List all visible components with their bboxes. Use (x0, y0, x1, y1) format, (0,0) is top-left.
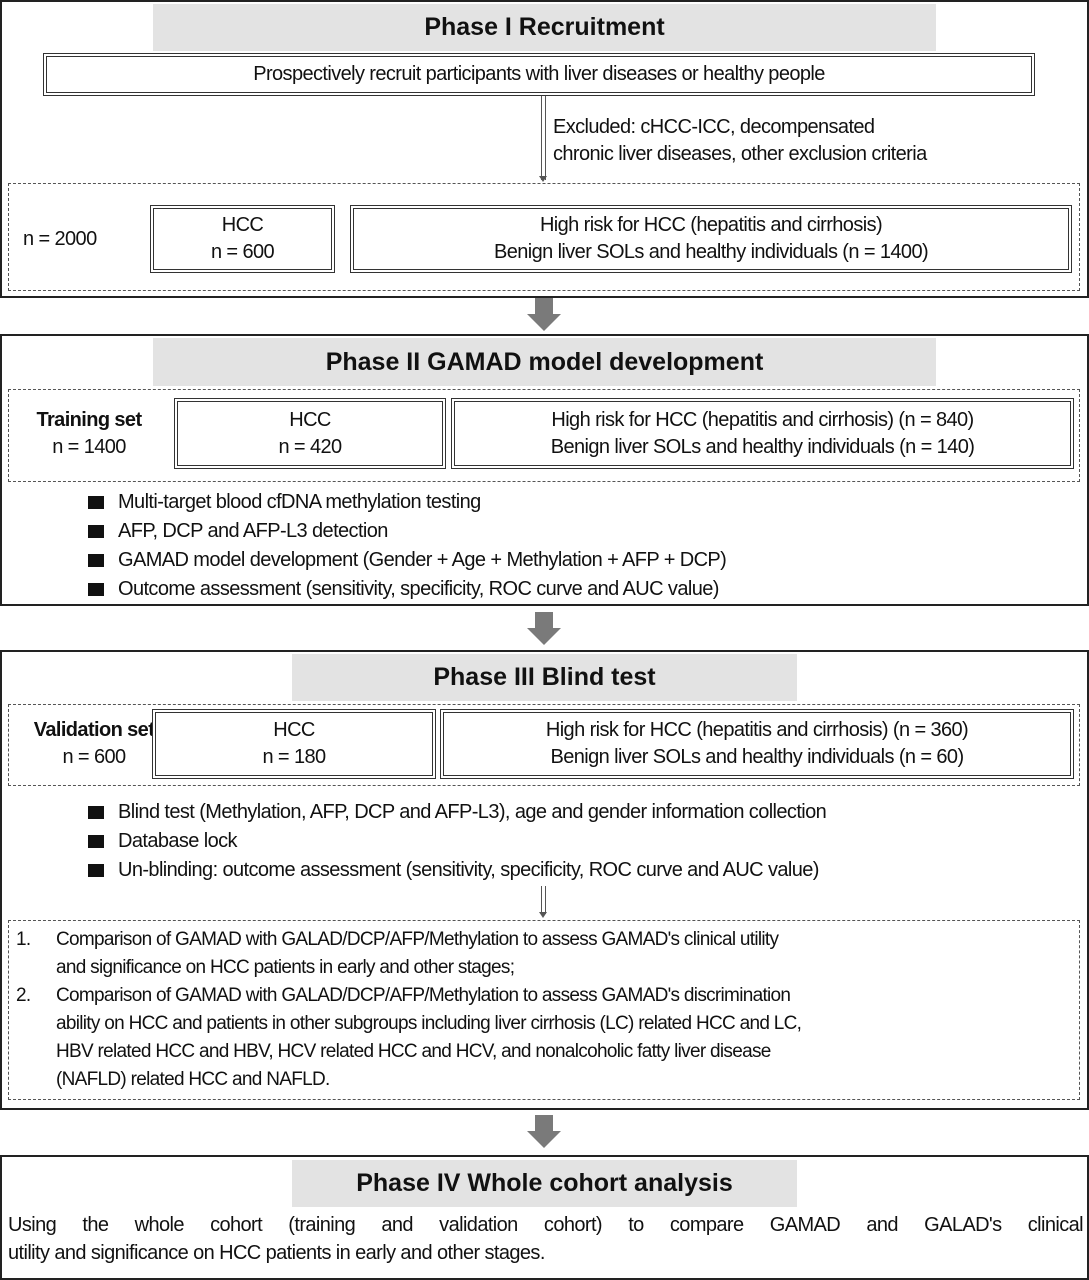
comparison-item-2 (16, 982, 1078, 1094)
phase3-hcc-label: HCC (273, 719, 315, 741)
square-bullet-icon (88, 554, 104, 567)
list-item: Outcome assessment (sensitivity, specificity, ROC curve and AUC value) (88, 575, 1048, 604)
arrow-down-icon (527, 628, 561, 645)
comparison-line: and significance on HCC patients in early and other stages; (56, 957, 515, 978)
exclusion-line-2: chronic liver diseases, other exclusion criteria (553, 143, 927, 165)
phase1-hcc-box (150, 205, 335, 273)
phase4-title: Phase IV Whole cohort analysis (292, 1160, 797, 1207)
validation-set-title: Validation set (33, 719, 155, 741)
list-item: Database lock (88, 827, 1078, 856)
recruit-text: Prospectively recruit participants with liver diseases or healthy people (253, 63, 825, 85)
phase1-risk-line-2: Benign liver SOLs and healthy individuals (n = 1400) (493, 241, 929, 263)
comparison-item-1 (16, 926, 1078, 982)
list-item: Un-blinding: outcome assessment (sensitivity, specificity, ROC curve and AUC value) (88, 856, 1078, 885)
arrow-down-icon (535, 298, 553, 314)
list-item: Multi-target blood cfDNA methylation testing (88, 488, 1048, 517)
comparison-arrowhead (539, 912, 547, 918)
arrow-down-icon (535, 1115, 553, 1131)
phase1-risk-line-1: High risk for HCC (hepatitis and cirrhosis) (539, 214, 883, 236)
phase1-hcc-label: HCC (221, 214, 264, 236)
square-bullet-icon (88, 806, 104, 819)
phase3-risk-box (440, 709, 1074, 779)
comparison-line: Comparison of GAMAD with GALAD/DCP/AFP/Methylation to assess GAMAD's clinical utility (56, 929, 779, 950)
comparison-connector (541, 886, 542, 914)
phase2-hcc-box (174, 398, 446, 469)
phase2-risk-line-1: High risk for HCC (hepatitis and cirrhosis) (n = 840) (551, 408, 974, 431)
phase2-hcc-label: HCC (289, 408, 331, 431)
recruit-box (43, 53, 1035, 96)
phase2-title: Phase II GAMAD model development (153, 338, 936, 386)
phase3-title: Phase III Blind test (292, 654, 797, 701)
phase3-risk-line-1: High risk for HCC (hepatitis and cirrhosis) (n = 360) (545, 719, 969, 741)
square-bullet-icon (88, 835, 104, 848)
training-set-title: Training set (36, 409, 142, 431)
training-set-label (14, 404, 164, 464)
comparison-line: (NAFLD) related HCC and NAFLD. (56, 1069, 330, 1090)
list-item: Blind test (Methylation, AFP, DCP and AFP-L3), age and gender information collection (88, 798, 1078, 827)
phase4-line-1: Using the whole cohort (training and validation cohort) to compare GAMAD and GALAD's clinical (8, 1214, 1083, 1236)
comparison-list (16, 926, 1078, 1094)
phase1-title: Phase I Recruitment (153, 4, 936, 51)
comparison-number: 2. (16, 985, 31, 1006)
phase3-hcc-box (152, 709, 436, 779)
phase2-bullet-list (88, 488, 1048, 604)
validation-set-n: n = 600 (62, 746, 126, 768)
training-set-n: n = 1400 (52, 436, 126, 458)
square-bullet-icon (88, 583, 104, 596)
comparison-number: 1. (16, 929, 31, 950)
phase2-risk-box (451, 398, 1074, 469)
square-bullet-icon (88, 864, 104, 877)
list-item: AFP, DCP and AFP-L3 detection (88, 517, 1048, 546)
comparison-line: ability on HCC and patients in other subgroups including liver cirrhosis (LC) related HCC and LC, (56, 1013, 802, 1034)
phase2-risk-line-2: Benign liver SOLs and healthy individuals (n = 140) (550, 435, 975, 458)
exclusion-arrowhead (539, 176, 547, 182)
phase3-risk-line-2: Benign liver SOLs and healthy individuals (n = 60) (550, 746, 964, 768)
square-bullet-icon (88, 525, 104, 538)
exclusion-note (553, 114, 1053, 168)
phase4-line-2: utility and significance on HCC patients in early and other stages. (8, 1242, 545, 1264)
comparison-line: Comparison of GAMAD with GALAD/DCP/AFP/Methylation to assess GAMAD's discrimination (56, 985, 791, 1006)
arrow-down-icon (527, 1131, 561, 1148)
phase3-bullet-list (88, 798, 1078, 885)
phase1-total: n = 2000 (23, 228, 97, 250)
arrow-down-icon (535, 612, 553, 628)
phase2-hcc-n: n = 420 (278, 435, 342, 458)
list-item: GAMAD model development (Gender + Age + Methylation + AFP + DCP) (88, 546, 1048, 575)
phase4-description (8, 1211, 1083, 1267)
phase1-hcc-n: n = 600 (210, 241, 275, 263)
comparison-line: HBV related HCC and HBV, HCV related HCC and HCV, and nonalcoholic fatty liver disease (56, 1041, 771, 1062)
phase3-hcc-n: n = 180 (262, 746, 326, 768)
arrow-down-icon (527, 314, 561, 331)
phase1-risk-box (350, 205, 1072, 273)
exclusion-connector (541, 96, 542, 180)
square-bullet-icon (88, 496, 104, 509)
exclusion-line-1: Excluded: cHCC-ICC, decompensated (553, 116, 875, 138)
